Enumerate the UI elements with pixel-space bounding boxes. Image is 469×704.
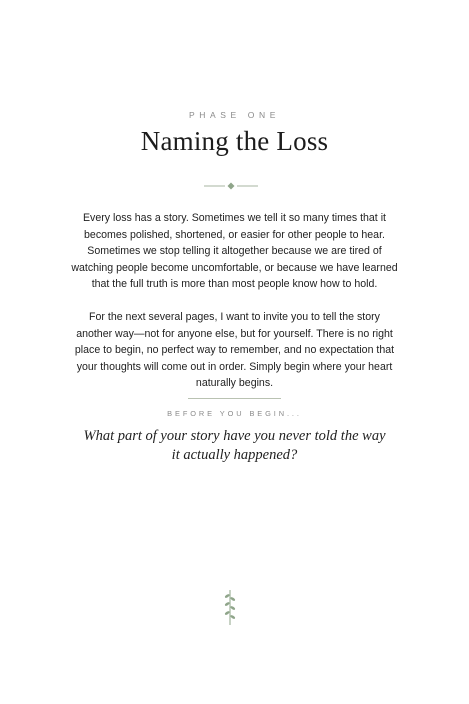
invitation-paragraph: For the next several pages, I want to invite you to tell the story another way—not for anyone else, but for yourself. There is no right place to begin, no perfect way to remember, and no expectation that your thoughts will come out in order. Simply begin where your heart naturally begins. bbox=[74, 311, 395, 390]
phase-eyebrow: PHASE ONE bbox=[189, 110, 280, 120]
intro-paragraph: Every loss has a story. Sometimes we tell it so many times that it becomes polished, shortened, or easier for other people to hear. Sometimes we stop telling it altogether because we are tired of watching people become uncomfortable, or because we have learned that the full truth is more than most people know how to hold. bbox=[71, 212, 398, 291]
journal-prompt: What part of your story have you never told the way it actually happened? bbox=[83, 428, 386, 463]
page-title: Naming the Loss bbox=[140, 126, 329, 156]
prompt-label: BEFORE YOU BEGIN... bbox=[167, 409, 302, 418]
sprig-icon bbox=[222, 588, 238, 626]
section-divider bbox=[188, 398, 281, 399]
diamond-ornament-icon bbox=[0, 181, 469, 191]
